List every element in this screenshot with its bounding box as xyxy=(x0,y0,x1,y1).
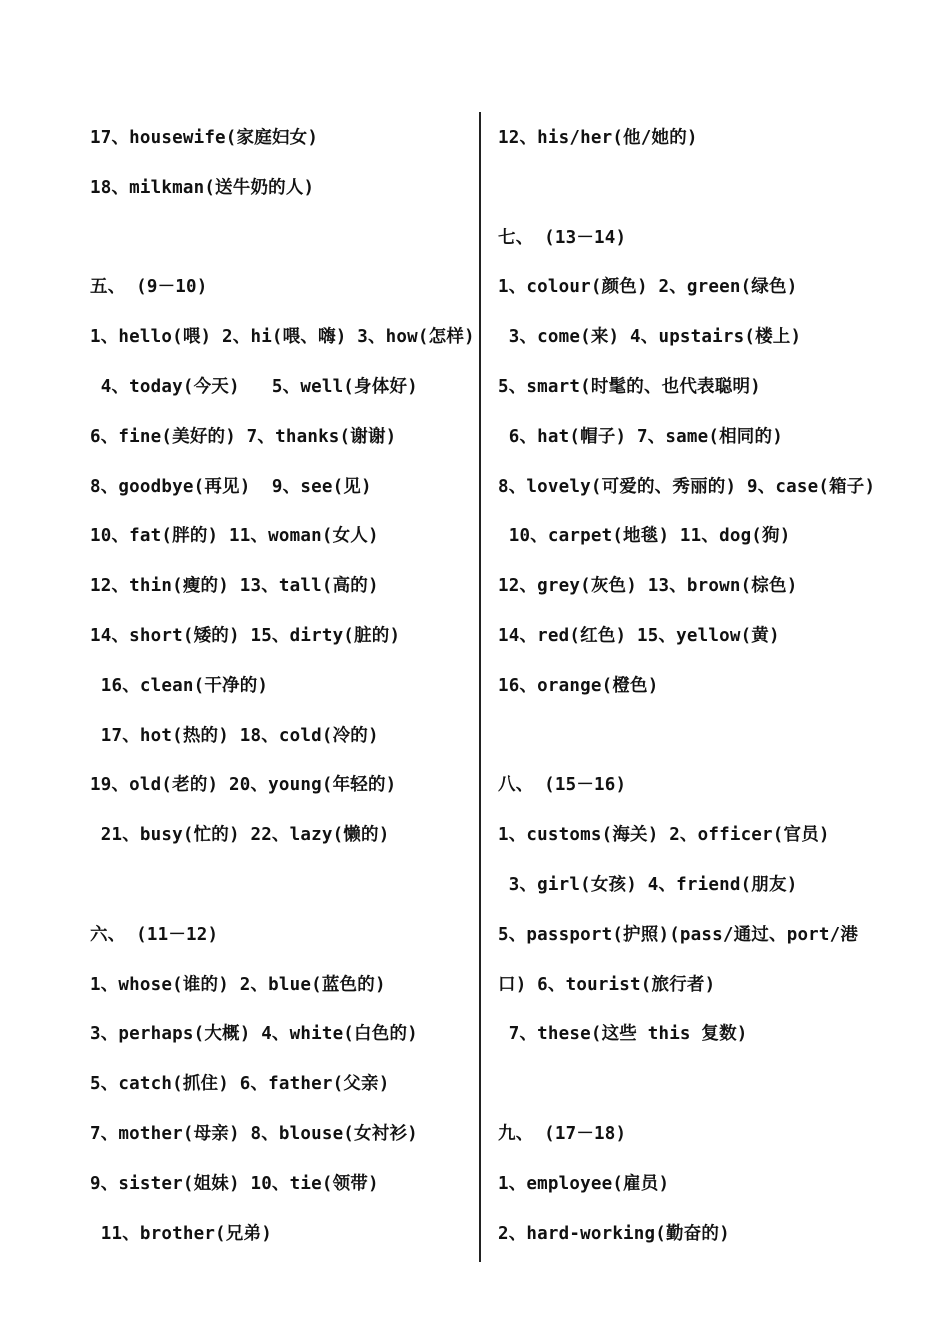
vocab-line: 12、his/her(他/她的) xyxy=(498,128,698,148)
section-heading: 五、 (9－10) xyxy=(90,277,208,298)
vocab-line: 5、smart(时髦的、也代表聪明) xyxy=(498,376,761,397)
vocab-line: 16、clean(干净的) xyxy=(90,675,269,696)
vocab-line: 5、passport(护照)(pass/通过、port/港 xyxy=(498,924,859,945)
blank-line xyxy=(498,1060,898,1110)
vocab-line: 9、sister(姐妹) 10、tie(领带) xyxy=(90,1173,379,1194)
vocab-line: 3、come(来) 4、upstairs(楼上) xyxy=(498,327,802,348)
blank-line xyxy=(90,861,470,911)
vocab-line: 1、employee(雇员) xyxy=(498,1173,670,1194)
vocab-line: 8、lovely(可爱的、秀丽的) 9、case(箱子) xyxy=(498,476,876,497)
section-heading: 九、 (17－18) xyxy=(498,1123,627,1144)
vocab-line: 10、fat(胖的) 11、woman(女人) xyxy=(90,526,379,547)
vocab-line: 1、colour(颜色) 2、green(绿色) xyxy=(498,277,798,298)
vocab-line: 5、catch(抓住) 6、father(父亲) xyxy=(90,1074,390,1095)
vocab-line: 17、housewife(家庭妇女) xyxy=(90,128,319,148)
vocab-line: 12、thin(瘦的) 13、tall(高的) xyxy=(90,576,379,597)
vocab-line: 2、hard-working(勤奋的) xyxy=(498,1223,730,1244)
vocab-line: 3、girl(女孩) 4、friend(朋友) xyxy=(498,874,798,895)
vocab-line: 12、grey(灰色) 13、brown(棕色) xyxy=(498,576,798,597)
column-divider xyxy=(479,112,481,1262)
blank-line xyxy=(498,712,898,762)
vocab-line: 6、fine(美好的) 7、thanks(谢谢) xyxy=(90,426,397,447)
vocab-line: 10、carpet(地毯) 11、dog(狗) xyxy=(498,526,791,547)
vocab-line: 3、perhaps(大概) 4、white(白色的) xyxy=(90,1024,418,1045)
vocab-line: 14、short(矮的) 15、dirty(脏的) xyxy=(90,625,401,646)
vocab-line: 6、hat(帽子) 7、same(相同的) xyxy=(498,426,783,447)
vocab-line: 11、brother(兄弟) xyxy=(90,1223,272,1244)
vocab-line: 4、today(今天) 5、well(身体好) xyxy=(90,376,418,397)
vocab-line: 19、old(老的) 20、young(年轻的) xyxy=(90,775,397,796)
vocab-line: 1、customs(海关) 2、officer(官员) xyxy=(498,825,830,846)
vocab-line: 1、whose(谁的) 2、blue(蓝色的) xyxy=(90,974,386,995)
vocab-line: 14、red(红色) 15、yellow(黄) xyxy=(498,625,780,646)
section-heading: 八、 (15－16) xyxy=(498,775,627,796)
vocab-line: 16、orange(橙色) xyxy=(498,675,659,696)
vocab-line: 口) 6、tourist(旅行者) xyxy=(498,974,716,995)
section-heading: 六、 (11－12) xyxy=(90,924,219,945)
blank-line xyxy=(498,164,898,214)
blank-line xyxy=(90,214,470,264)
vocab-line: 18、milkman(送牛奶的人) xyxy=(90,177,315,198)
vocab-line: 21、busy(忙的) 22、lazy(懒的) xyxy=(90,825,390,846)
vocab-line: 7、mother(母亲) 8、blouse(女衬衫) xyxy=(90,1123,418,1144)
vocab-line: 8、goodbye(再见) 9、see(见) xyxy=(90,476,372,497)
vocab-line: 1、hello(喂) 2、hi(喂、嗨) 3、how(怎样) xyxy=(90,327,475,348)
section-heading: 七、 (13－14) xyxy=(498,227,627,248)
vocab-line: 17、hot(热的) 18、cold(冷的) xyxy=(90,725,379,746)
left-column xyxy=(90,114,475,1259)
right-column xyxy=(498,114,898,1259)
vocab-line: 7、these(这些 this 复数) xyxy=(498,1024,748,1045)
